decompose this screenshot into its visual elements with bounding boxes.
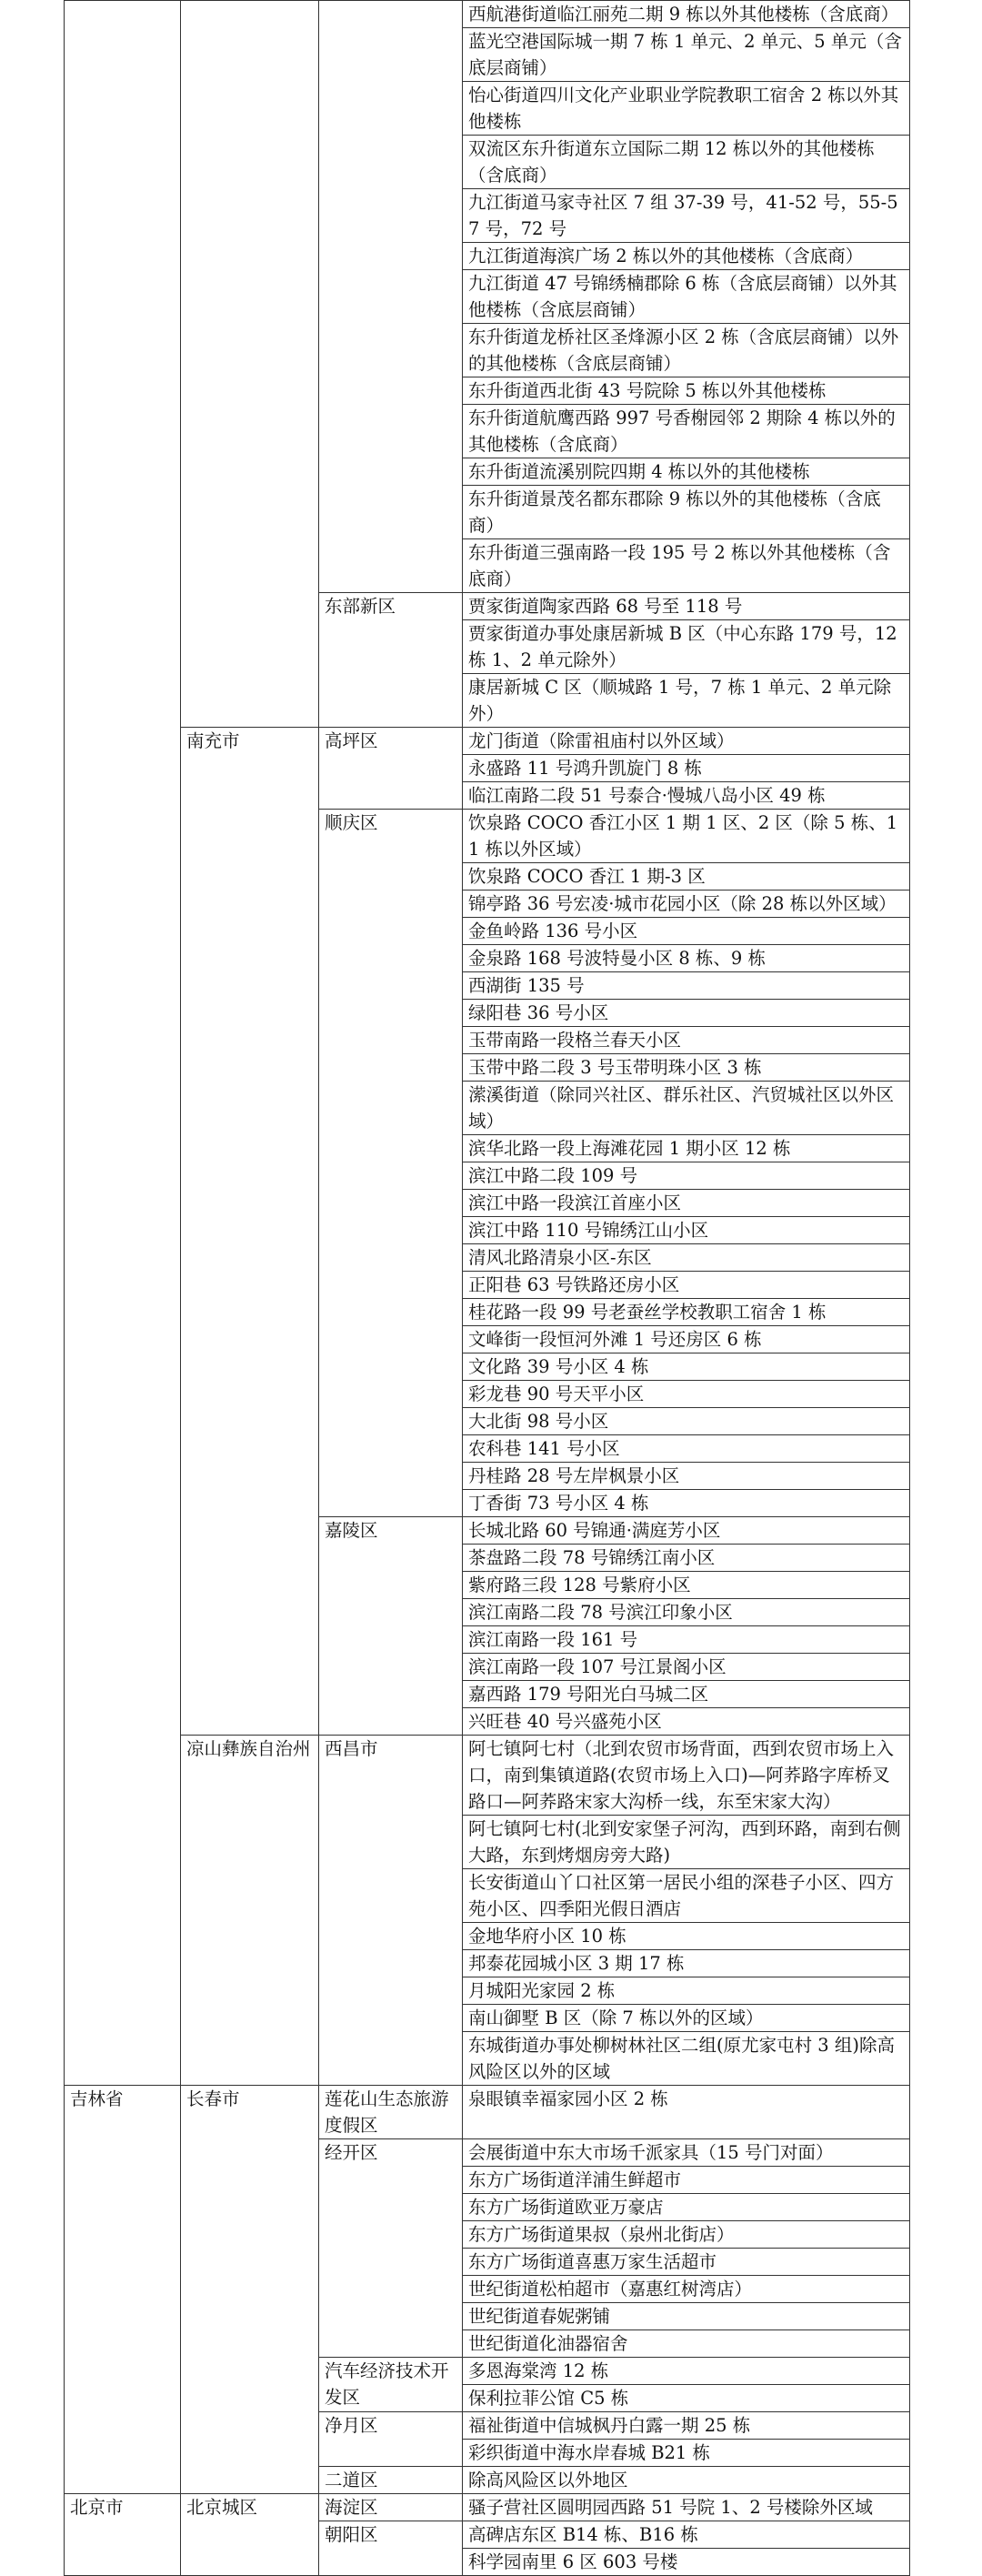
area-item: 阿七镇阿七村(北到安家堡子河沟，西到环路，南到右侧大路，东到烤烟房旁大路) <box>463 1816 910 1869</box>
province-cell <box>65 1 181 2086</box>
area-item: 东升街道龙桥社区圣烽源小区 2 栋（含底层商铺）以外的其他楼栋（含底层商铺） <box>463 324 910 377</box>
area-item: 邦泰花园城小区 3 期 17 栋 <box>463 1950 910 1977</box>
area-item: 康居新城 C 区（顺城路 1 号，7 栋 1 单元、2 单元除外） <box>463 674 910 728</box>
city-cell <box>181 1 319 728</box>
area-item: 滨江中路一段滨江首座小区 <box>463 1190 910 1217</box>
area-item: 贾家街道办事处康居新城 B 区（中心东路 179 号，12 栋 1、2 单元除外） <box>463 620 910 674</box>
district-cell <box>319 1 463 593</box>
area-item: 滨江中路二段 109 号 <box>463 1162 910 1190</box>
area-item: 长安街道山丫口社区第一居民小组的深巷子小区、四方苑小区、四季阳光假日酒店 <box>463 1869 910 1923</box>
area-item: 西航港街道临江丽苑二期 9 栋以外其他楼栋（含底商） <box>463 1 910 28</box>
city-cell: 南充市 <box>181 728 319 1736</box>
area-item: 永盛路 11 号鸿升凯旋门 8 栋 <box>463 755 910 782</box>
area-item: 正阳巷 63 号铁路还房小区 <box>463 1272 910 1299</box>
area-item: 蓝光空港国际城一期 7 栋 1 单元、2 单元、5 单元（含底层商铺） <box>463 28 910 82</box>
city-cell: 凉山彝族自治州 <box>181 1736 319 2086</box>
area-item: 玉带中路二段 3 号玉带明珠小区 3 栋 <box>463 1054 910 1082</box>
area-item: 茶盘路二段 78 号锦绣江南小区 <box>463 1545 910 1572</box>
area-item: 饮泉路 COCO 香江 1 期-3 区 <box>463 863 910 891</box>
area-item: 贾家街道陶家西路 68 号至 118 号 <box>463 593 910 620</box>
area-item: 东方广场街道洋浦生鲜超市 <box>463 2167 910 2194</box>
area-item: 紫府路三段 128 号紫府小区 <box>463 1572 910 1599</box>
area-item: 东方广场街道果叔（泉州北街店） <box>463 2221 910 2249</box>
area-item: 彩龙巷 90 号天平小区 <box>463 1381 910 1408</box>
area-item: 滨江中路 110 号锦绣江山小区 <box>463 1217 910 1244</box>
area-item: 嘉西路 179 号阳光白马城二区 <box>463 1681 910 1708</box>
area-item: 东方广场街道欧亚万豪店 <box>463 2194 910 2221</box>
province-cell: 吉林省 <box>65 2086 181 2494</box>
area-item: 世纪街道春妮粥铺 <box>463 2303 910 2330</box>
area-item: 金鱼岭路 136 号小区 <box>463 918 910 945</box>
area-item: 大北街 98 号小区 <box>463 1408 910 1435</box>
area-item: 潆溪街道（除同兴社区、群乐社区、汽贸城社区以外区域） <box>463 1082 910 1135</box>
area-item: 清风北路清泉小区-东区 <box>463 1244 910 1272</box>
area-item: 九江街道马家寺社区 7 组 37-39 号，41-52 号，55-57 号，72 号 <box>463 189 910 243</box>
table-row <box>65 2086 910 2139</box>
area-item: 双流区东升街道东立国际二期 12 栋以外的其他楼栋（含底商） <box>463 136 910 189</box>
area-item: 饮泉路 COCO 香江小区 1 期 1 区、2 区（除 5 栋、11 栋以外区域） <box>463 810 910 863</box>
area-item: 南山御墅 B 区（除 7 栋以外的区域） <box>463 2005 910 2032</box>
area-item: 东升街道流溪别院四期 4 栋以外的其他楼栋 <box>463 458 910 486</box>
area-item: 多恩海棠湾 12 栋 <box>463 2358 910 2385</box>
area-item: 高碑店东区 B14 栋、B16 栋 <box>463 2521 910 2549</box>
area-item: 九江街道海滨广场 2 栋以外的其他楼栋（含底商） <box>463 243 910 270</box>
table-row <box>65 728 910 755</box>
table-row <box>65 1 910 28</box>
area-item: 西湖街 135 号 <box>463 972 910 1000</box>
area-item: 阿七镇阿七村（北到农贸市场背面，西到农贸市场上入口，南到集镇道路(农贸市场上入口)—阿荞路字库桥叉路口—阿荞路宋家大沟桥一线，东至宋家大沟） <box>463 1736 910 1816</box>
table-row <box>65 1736 910 1816</box>
district-cell: 东部新区 <box>319 593 463 728</box>
area-item: 福祉街道中信城枫丹白露一期 25 栋 <box>463 2412 910 2440</box>
area-item: 东方广场街道喜惠万家生活超市 <box>463 2249 910 2276</box>
area-item: 东升街道景茂名都东郡除 9 栋以外的其他楼栋（含底商） <box>463 486 910 539</box>
area-item: 东升街道航鹰西路 997 号香榭园邻 2 期除 4 栋以外的其他楼栋（含底商） <box>463 405 910 458</box>
city-cell: 长春市 <box>181 2086 319 2494</box>
city-cell: 北京城区 <box>181 2494 319 2576</box>
area-item: 金泉路 168 号波特曼小区 8 栋、9 栋 <box>463 945 910 972</box>
district-cell: 二道区 <box>319 2467 463 2494</box>
district-cell: 经开区 <box>319 2139 463 2358</box>
area-item: 兴旺巷 40 号兴盛苑小区 <box>463 1708 910 1736</box>
area-item: 临江南路二段 51 号泰合·慢城八岛小区 49 栋 <box>463 782 910 810</box>
area-item: 文化路 39 号小区 4 栋 <box>463 1353 910 1381</box>
area-item: 农科巷 141 号小区 <box>463 1435 910 1463</box>
area-item: 玉带南路一段格兰春天小区 <box>463 1027 910 1054</box>
area-item: 东城街道办事处柳树林社区二组(原尤家屯村 3 组)除高风险区以外的区域 <box>463 2032 910 2086</box>
area-item: 滨江南路一段 161 号 <box>463 1626 910 1654</box>
district-cell: 嘉陵区 <box>319 1517 463 1736</box>
area-item: 金地华府小区 10 栋 <box>463 1923 910 1950</box>
area-item: 绿阳巷 36 号小区 <box>463 1000 910 1027</box>
area-item: 滨江南路一段 107 号江景阁小区 <box>463 1654 910 1681</box>
province-cell: 北京市 <box>65 2494 181 2576</box>
area-item: 除高风险区以外地区 <box>463 2467 910 2494</box>
risk-area-table <box>64 0 910 2576</box>
district-cell: 汽车经济技术开发区 <box>319 2358 463 2412</box>
area-item: 长城北路 60 号锦通·满庭芳小区 <box>463 1517 910 1545</box>
area-item: 彩织街道中海水岸春城 B21 栋 <box>463 2440 910 2467</box>
district-cell: 莲花山生态旅游度假区 <box>319 2086 463 2139</box>
area-item: 东升街道三强南路一段 195 号 2 栋以外其他楼栋（含底商） <box>463 539 910 593</box>
area-item: 丹桂路 28 号左岸枫景小区 <box>463 1463 910 1490</box>
area-item: 世纪街道松柏超市（嘉惠红树湾店） <box>463 2276 910 2303</box>
area-item: 保利拉菲公馆 C5 栋 <box>463 2385 910 2412</box>
area-item: 骚子营社区圆明园西路 51 号院 1、2 号楼除外区域 <box>463 2494 910 2521</box>
area-item: 怡心街道四川文化产业职业学院教职工宿舍 2 栋以外其他楼栋 <box>463 82 910 136</box>
area-item: 月城阳光家园 2 栋 <box>463 1977 910 2005</box>
area-item: 东升街道西北街 43 号院除 5 栋以外其他楼栋 <box>463 377 910 405</box>
district-cell: 高坪区 <box>319 728 463 810</box>
table-row <box>65 2494 910 2521</box>
area-item: 会展街道中东大市场千派家具（15 号门对面） <box>463 2139 910 2167</box>
area-item: 泉眼镇幸福家园小区 2 栋 <box>463 2086 910 2139</box>
area-item: 丁香街 73 号小区 4 栋 <box>463 1490 910 1517</box>
area-item: 世纪街道化油器宿舍 <box>463 2330 910 2358</box>
area-item: 九江街道 47 号锦绣楠郡除 6 栋（含底层商铺）以外其他楼栋（含底层商铺） <box>463 270 910 324</box>
area-item: 文峰街一段恒河外滩 1 号还房区 6 栋 <box>463 1326 910 1353</box>
district-cell: 海淀区 <box>319 2494 463 2521</box>
district-cell: 西昌市 <box>319 1736 463 2086</box>
area-item: 龙门街道（除雷祖庙村以外区域） <box>463 728 910 755</box>
area-item: 滨江南路二段 78 号滨江印象小区 <box>463 1599 910 1626</box>
district-cell: 顺庆区 <box>319 810 463 1517</box>
district-cell: 净月区 <box>319 2412 463 2467</box>
area-item: 锦亭路 36 号宏凌·城市花园小区（除 28 栋以外区域） <box>463 891 910 918</box>
area-item: 科学园南里 6 区 603 号楼 <box>463 2549 910 2576</box>
district-cell: 朝阳区 <box>319 2521 463 2576</box>
area-item: 桂花路一段 99 号老蚕丝学校教职工宿舍 1 栋 <box>463 1299 910 1326</box>
area-item: 滨华北路一段上海滩花园 1 期小区 12 栋 <box>463 1135 910 1162</box>
